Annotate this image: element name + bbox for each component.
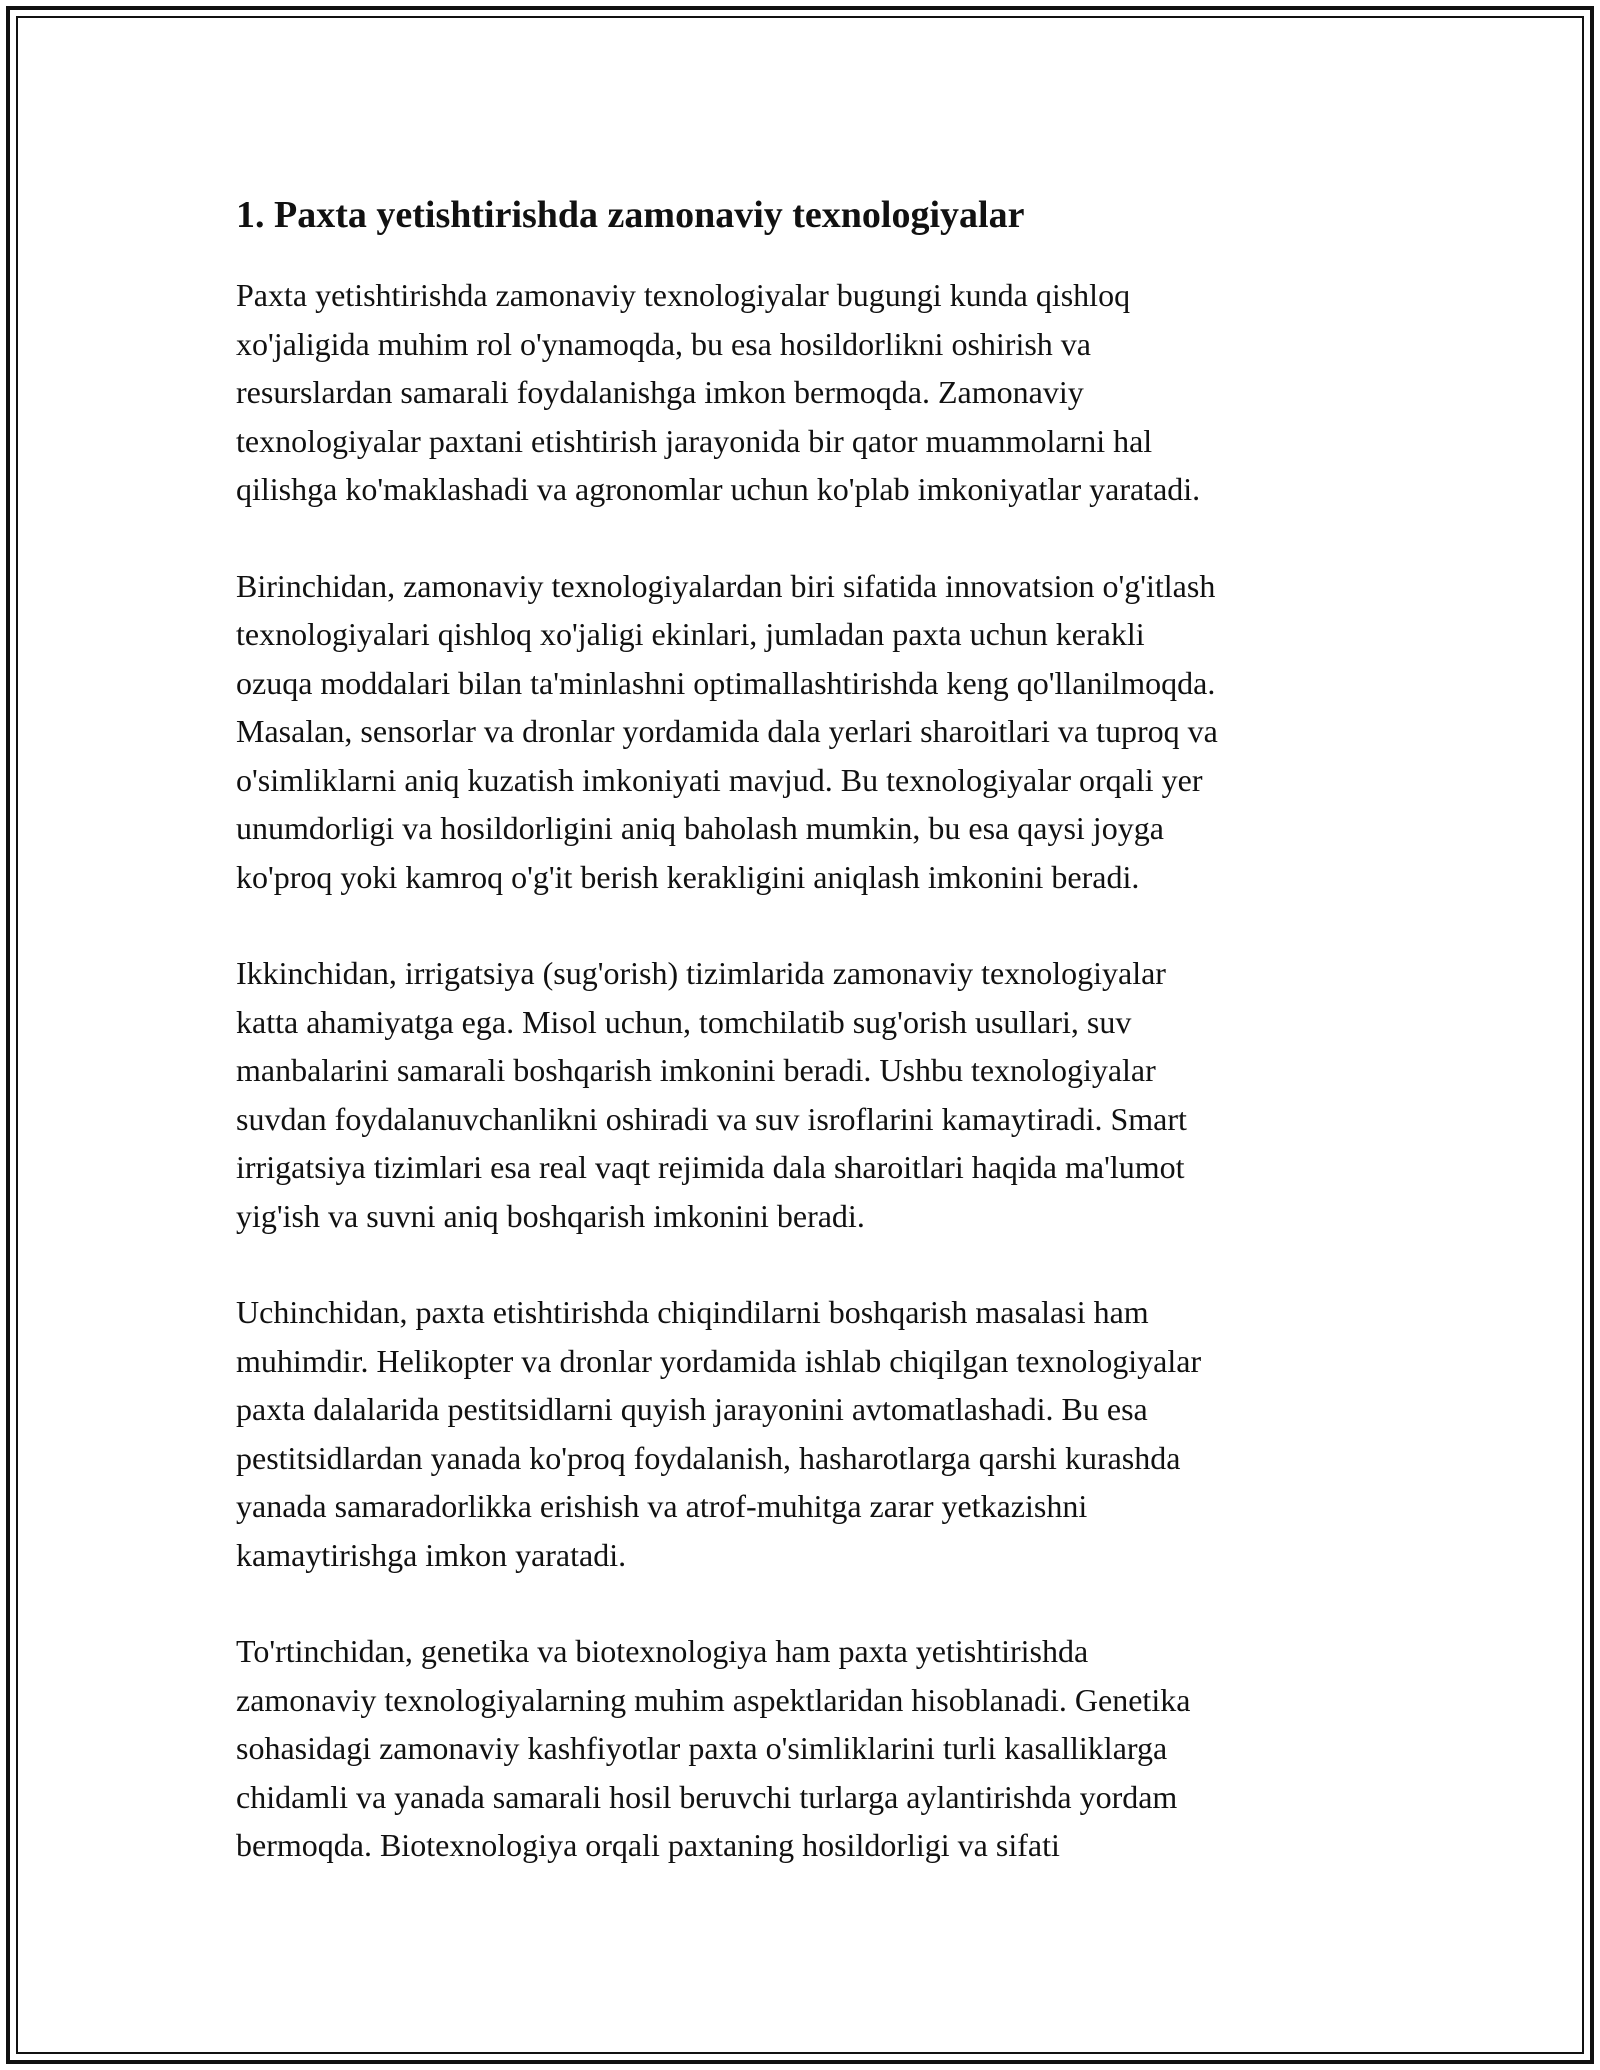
paragraph-third-point: Uchinchidan, paxta etishtirishda chiqindilarni boshqarish masalasi ham muhimdir. Helikopter va dronlar yordamida ishlab chiqilgan texnologiyalar paxta dalalarida pestitsidlarni quyish jarayonini avtomatlashadi. Bu esa pestitsidlardan yanada ko'proq foydalanish, hasharotlarga qarshi kurashda yanada samaradorlikka erishish va atrof-muhitga zarar yetkazishni kamaytirishga imkon yaratadi. [236,1294,1202,1573]
paragraph-first-point: Birinchidan, zamonaviy texnologiyalardan biri sifatida innovatsion o'g'itlash texnologiyalari qishloq xo'jaligi ekinlari, jumladan paxta uchun kerakli ozuqa moddalari bilan ta'minlashni optimallashtirishda keng qo'llanilmoqda. Masalan, sensorlar va dronlar yordamida dala yerlari sharoitlari va tuproq va o'simliklarni aniq kuzatish imkoniyati mavjud. Bu texnologiyalar orqali yer unumdorligi va hosildorligini aniq baholash mumkin, bu esa qaysi joyga ko'proq yoki kamroq o'g'it berish kerakligini aniqlash imkonini beradi. [236,567,1218,895]
section-heading: 1. Paxta yetishtirishda zamonaviy texnologiyalar [236,194,1025,236]
document-body [236,187,1376,1870]
paragraph-intro: Paxta yetishtirishda zamonaviy texnologiyalar bugungi kunda qishloq xo'jaligida muhim rol o'ynamoqda, bu esa hosildorlikni oshirish va resurslardan samarali foydalanishga imkon bermoqda. Zamonaviy texnologiyalar paxtani etishtirish jarayonida bir qator muammolarni hal qilishga ko'maklashadi va agronomlar uchun ko'plab imkoniyatlar yaratadi. [236,277,1201,507]
paragraph-fourth-point: To'rtinchidan, genetika va biotexnologiya ham paxta yetishtirishda zamonaviy texnologiyalarning muhim aspektlaridan hisoblanadi. Genetika sohasidagi zamonaviy kashfiyotlar paxta o'simliklarini turli kasalliklarga chidamli va yanada samarali hosil beruvchi turlarga aylantirishda yordam bermoqda. Biotexnologiya orqali paxtaning hosildorligi va sifati [236,1633,1191,1863]
paragraph-second-point: Ikkinchidan, irrigatsiya (sug'orish) tizimlarida zamonaviy texnologiyalar katta ahamiyatga ega. Misol uchun, tomchilatib sug'orish usullari, suv manbalarini samarali boshqarish imkonini beradi. Ushbu texnologiyalar suvdan foydalanuvchanlikni oshiradi va suv isroflarini kamaytiradi. Smart irrigatsiya tizimlari esa real vaqt rejimida dala sharoitlari haqida ma'lumot yig'ish va suvni aniq boshqarish imkonini beradi. [236,955,1187,1234]
